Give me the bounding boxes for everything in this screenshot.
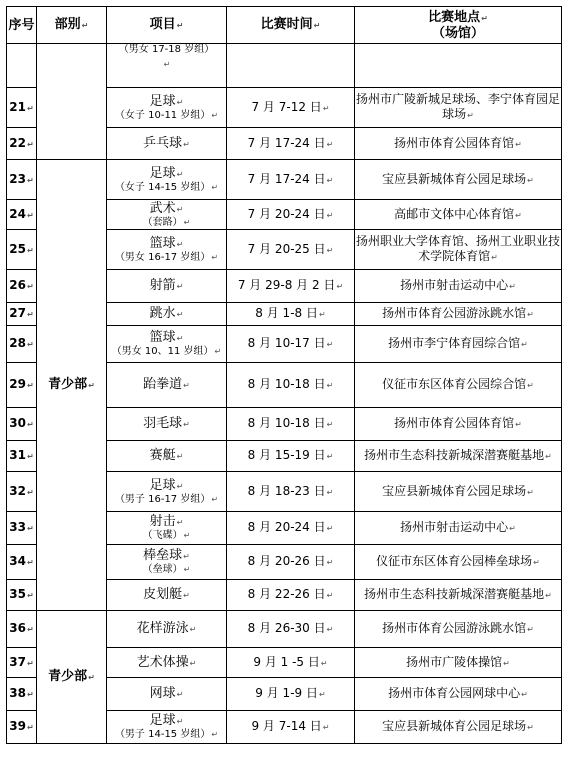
paragraph-mark: ↵ — [183, 420, 190, 429]
row-item — [107, 303, 227, 326]
paragraph-mark: ↵ — [320, 658, 328, 668]
row-venue — [355, 648, 562, 678]
item-subtitle: （套路）↵ — [142, 216, 191, 228]
paragraph-mark: ↵ — [27, 723, 34, 732]
row-item — [107, 441, 227, 472]
paragraph-mark: ↵ — [211, 494, 219, 504]
item-time: 8 月 20-24 日 — [247, 520, 326, 534]
row-number: 29 — [9, 377, 26, 391]
item-venue: 扬州职业大学体育馆、扬州工业职业技术学院体育馆 — [355, 234, 560, 263]
row-venue — [355, 441, 562, 472]
item-name: 棒垒球↵ — [143, 548, 190, 563]
header-venue: 比赛地点↵ （场馆） — [355, 7, 562, 44]
item-time: 7 月 17-24 日 — [247, 135, 326, 150]
row-no — [7, 441, 37, 472]
row-time — [227, 160, 355, 200]
item-name: 射击↵ — [149, 514, 184, 529]
row-no — [7, 678, 37, 711]
paragraph-mark: ↵ — [515, 139, 522, 149]
paragraph-mark: ↵ — [318, 690, 326, 699]
row-item — [107, 512, 227, 545]
item-time: 8 月 18-23 日 — [247, 483, 326, 498]
paragraph-mark: ↵ — [27, 310, 34, 319]
paragraph-mark: ↵ — [183, 565, 191, 574]
paragraph-mark: ↵ — [326, 524, 334, 533]
item-name: 足球↵ — [149, 477, 184, 493]
row-number: 25 — [9, 241, 26, 256]
row-number: 28 — [9, 336, 26, 350]
paragraph-mark: ↵ — [189, 625, 197, 634]
paragraph-mark: ↵ — [183, 591, 190, 600]
paragraph-mark: ↵ — [176, 481, 184, 491]
paragraph-mark: ↵ — [318, 310, 326, 319]
row-venue — [355, 270, 562, 303]
row-time — [227, 580, 355, 611]
row-no — [7, 270, 37, 303]
item-time: 8 月 10-18 日 — [247, 416, 326, 430]
paragraph-mark: ↵ — [521, 340, 528, 349]
item-venue: 宝应县新城体育公园足球场 — [382, 719, 527, 733]
item-name: 皮划艇↵ — [143, 587, 190, 602]
row-item — [107, 88, 227, 128]
row-item — [107, 326, 227, 363]
item-name: 羽毛球↵ — [143, 416, 190, 431]
paragraph-mark: ↵ — [27, 690, 34, 699]
row-time — [227, 711, 355, 744]
row-time — [227, 472, 355, 512]
table-row — [7, 160, 562, 200]
item-name: 跆拳道↵ — [143, 377, 190, 392]
row-number: 26 — [9, 278, 26, 292]
paragraph-mark: ↵ — [183, 381, 190, 390]
item-name: 足球↵ — [149, 93, 184, 109]
row-venue — [355, 711, 562, 744]
paragraph-mark: ↵ — [211, 110, 219, 120]
paragraph-mark: ↵ — [326, 487, 334, 497]
row-item — [107, 472, 227, 512]
row-time — [227, 88, 355, 128]
item-venue: 扬州市体育公园体育馆 — [394, 135, 515, 150]
item-time: 8 月 1-8 日 — [255, 306, 318, 320]
paragraph-mark: ↵ — [326, 452, 334, 461]
paragraph-mark: ↵ — [27, 487, 34, 497]
paragraph-mark: ↵ — [27, 282, 34, 291]
item-time: 8 月 15-19 日 — [247, 448, 326, 462]
paragraph-mark: ↵ — [183, 552, 190, 561]
row-number: 32 — [9, 483, 26, 498]
row-venue — [355, 44, 562, 88]
row-time — [227, 545, 355, 580]
item-venue: 扬州市射击运动中心 — [400, 520, 509, 534]
item-time: 7 月 20-25 日 — [247, 241, 326, 256]
row-no — [7, 303, 37, 326]
row-number: 34 — [9, 554, 26, 568]
paragraph-mark: ↵ — [545, 591, 552, 600]
paragraph-mark: ↵ — [527, 310, 534, 319]
item-subtitle: （女子 10-11 岁组）↵ — [114, 109, 219, 121]
paragraph-mark: ↵ — [163, 60, 171, 69]
dept-cell — [37, 611, 107, 744]
row-item — [107, 270, 227, 303]
row-time — [227, 326, 355, 363]
row-time — [227, 230, 355, 270]
row-venue — [355, 303, 562, 326]
row-time — [227, 512, 355, 545]
paragraph-mark: ↵ — [27, 103, 34, 113]
paragraph-mark: ↵ — [176, 690, 184, 699]
row-item — [107, 230, 227, 270]
row-no — [7, 160, 37, 200]
item-time: 8 月 20-26 日 — [247, 554, 326, 568]
item-time: 9 月 1 -5 日 — [253, 654, 320, 669]
row-item — [107, 678, 227, 711]
paragraph-mark: ↵ — [176, 334, 184, 343]
paragraph-mark: ↵ — [326, 625, 334, 634]
row-number: 23 — [9, 171, 26, 186]
paragraph-mark: ↵ — [27, 625, 34, 634]
paragraph-mark: ↵ — [176, 97, 184, 107]
item-venue: 扬州市广陵体操馆 — [406, 654, 503, 669]
item-name: 艺术体操↵ — [136, 654, 197, 670]
paragraph-mark: ↵ — [527, 175, 534, 185]
header-no: 序号 — [7, 7, 37, 44]
competition-schedule-table — [6, 6, 562, 744]
item-name: 花样游泳↵ — [136, 621, 197, 636]
row-no — [7, 611, 37, 648]
item-venue: 扬州市广陵新城足球场、李宁体育园足球场 — [355, 92, 560, 121]
row-number: 30 — [9, 416, 26, 430]
paragraph-mark: ↵ — [326, 139, 334, 149]
dept-cell — [37, 44, 107, 160]
paragraph-mark: ↵ — [467, 111, 474, 120]
item-name: 篮球↵ — [149, 330, 184, 345]
row-item — [107, 160, 227, 200]
row-item — [107, 648, 227, 678]
item-venue: 扬州市李宁体育园综合馆 — [388, 336, 521, 350]
row-number: 37 — [9, 654, 26, 669]
row-no — [7, 580, 37, 611]
paragraph-mark: ↵ — [176, 452, 184, 461]
row-item — [107, 545, 227, 580]
row-number: 35 — [9, 587, 26, 601]
row-time — [227, 128, 355, 160]
item-venue: 扬州市体育公园网球中心 — [388, 686, 521, 700]
paragraph-mark: ↵ — [326, 558, 334, 567]
row-no — [7, 200, 37, 230]
row-venue — [355, 326, 562, 363]
header-time: 比赛时间↵ — [227, 7, 355, 44]
row-time — [227, 611, 355, 648]
row-item — [107, 128, 227, 160]
paragraph-mark: ↵ — [515, 210, 522, 220]
row-no — [7, 648, 37, 678]
paragraph-mark: ↵ — [336, 282, 344, 291]
paragraph-mark: ↵ — [521, 690, 528, 699]
paragraph-mark: ↵ — [176, 282, 184, 291]
paragraph-mark: ↵ — [211, 182, 219, 192]
paragraph-mark: ↵ — [176, 169, 184, 179]
item-venue: 仪征市东区体育公园棒垒球场 — [376, 554, 533, 568]
row-item — [107, 363, 227, 408]
paragraph-mark: ↵ — [27, 420, 34, 429]
paragraph-mark: ↵ — [27, 175, 34, 185]
dept-label: 青少部 — [48, 377, 88, 392]
paragraph-mark: ↵ — [27, 139, 34, 149]
paragraph-mark: ↵ — [503, 658, 510, 668]
row-item — [107, 44, 227, 88]
paragraph-mark: ↵ — [527, 723, 534, 732]
item-subtitle: （男子 16-17 岁组）↵ — [114, 493, 219, 505]
row-no — [7, 512, 37, 545]
paragraph-mark: ↵ — [214, 347, 222, 356]
paragraph-mark: ↵ — [88, 673, 95, 682]
row-item — [107, 580, 227, 611]
paragraph-mark: ↵ — [176, 518, 184, 527]
row-number: 36 — [9, 621, 26, 635]
item-name: 篮球↵ — [149, 235, 184, 251]
paragraph-mark: ↵ — [527, 381, 534, 390]
row-venue — [355, 545, 562, 580]
row-venue — [355, 408, 562, 441]
item-venue: 高邮市文体中心体育馆 — [394, 206, 515, 221]
row-number: 31 — [9, 448, 26, 462]
paragraph-mark: ↵ — [322, 103, 330, 113]
paragraph-mark: ↵ — [27, 524, 34, 533]
paragraph-mark: ↵ — [183, 531, 191, 540]
item-venue: 宝应县新城体育公园足球场 — [382, 483, 527, 498]
row-no — [7, 363, 37, 408]
row-item — [107, 611, 227, 648]
paragraph-mark: ↵ — [515, 420, 522, 429]
header-row — [7, 7, 562, 44]
row-venue — [355, 678, 562, 711]
row-number: 21 — [9, 99, 26, 114]
dept-cell — [37, 160, 107, 611]
paragraph-mark: ↵ — [27, 340, 34, 349]
row-item — [107, 408, 227, 441]
paragraph-mark: ↵ — [183, 217, 191, 227]
item-venue: 扬州市体育公园体育馆 — [394, 416, 515, 430]
item-subtitle: （飞碟）↵ — [142, 530, 191, 541]
item-name: 赛艇↵ — [149, 448, 184, 463]
paragraph-mark: ↵ — [27, 658, 34, 668]
row-number: 22 — [9, 135, 26, 150]
item-time: 8 月 10-18 日 — [247, 377, 326, 391]
row-time — [227, 270, 355, 303]
row-no — [7, 545, 37, 580]
row-venue — [355, 200, 562, 230]
header-item: 项目↵ — [107, 7, 227, 44]
row-no — [7, 44, 37, 88]
item-venue: 扬州市生态科技新城深潜赛艇基地 — [364, 448, 545, 462]
header-dept: 部别↵ — [37, 7, 107, 44]
paragraph-mark: ↵ — [545, 452, 552, 461]
item-time: 7 月 20-24 日 — [247, 206, 326, 221]
paragraph-mark: ↵ — [27, 558, 34, 567]
item-name: 射箭↵ — [149, 278, 184, 293]
item-subtitle: （男子 14-15 岁组）↵ — [114, 729, 219, 740]
item-time: 7 月 7-12 日 — [251, 99, 322, 114]
paragraph-mark: ↵ — [326, 591, 334, 600]
row-no — [7, 408, 37, 441]
item-time: 9 月 1-9 日 — [255, 686, 318, 700]
item-time: 7 月 29-8 月 2 日 — [237, 278, 336, 292]
item-time: 8 月 22-26 日 — [247, 587, 326, 601]
row-venue — [355, 160, 562, 200]
item-time: 8 月 10-17 日 — [247, 336, 326, 350]
item-name: 武术↵ — [149, 200, 184, 216]
paragraph-mark: ↵ — [322, 723, 330, 732]
row-venue — [355, 611, 562, 648]
row-no — [7, 711, 37, 744]
paragraph-mark: ↵ — [27, 210, 34, 220]
row-time — [227, 441, 355, 472]
paragraph-mark: ↵ — [183, 139, 190, 149]
item-subtitle: （男女 10、11 岁组）↵ — [111, 346, 222, 357]
row-no — [7, 88, 37, 128]
item-venue: 扬州市射击运动中心 — [400, 278, 509, 292]
row-number: 24 — [9, 206, 26, 221]
row-number: 38 — [9, 686, 26, 700]
table-row — [7, 611, 562, 648]
item-venue: 仪征市东区体育公园综合馆 — [382, 377, 527, 391]
item-name: 乒乓球↵ — [143, 135, 190, 151]
paragraph-mark: ↵ — [27, 381, 34, 390]
paragraph-mark: ↵ — [326, 420, 334, 429]
paragraph-mark: ↵ — [326, 340, 334, 349]
paragraph-mark: ↵ — [27, 452, 34, 461]
paragraph-mark: ↵ — [27, 245, 34, 255]
paragraph-mark: ↵ — [326, 245, 334, 255]
paragraph-mark: ↵ — [326, 381, 334, 390]
row-venue — [355, 128, 562, 160]
item-name: 跳水↵ — [149, 306, 184, 321]
item-time: 7 月 17-24 日 — [247, 171, 326, 186]
paragraph-mark: ↵ — [176, 717, 184, 726]
row-number: 27 — [9, 306, 26, 320]
item-venue: 扬州市体育公园游泳跳水馆 — [382, 621, 527, 635]
row-time — [227, 678, 355, 711]
item-time: 9 月 7-14 日 — [251, 719, 322, 733]
row-no — [7, 326, 37, 363]
paragraph-mark: ↵ — [211, 252, 219, 262]
paragraph-mark: ↵ — [27, 591, 34, 600]
row-venue — [355, 88, 562, 128]
item-subtitle: （男女 17-18 岁组） — [118, 44, 215, 55]
paragraph-mark: ↵ — [491, 253, 498, 262]
row-time — [227, 200, 355, 230]
paragraph-mark: ↵ — [189, 658, 197, 668]
item-venue: 扬州市体育公园游泳跳水馆 — [382, 306, 527, 320]
item-subtitle: （女子 14-15 岁组）↵ — [114, 181, 219, 193]
row-time — [227, 648, 355, 678]
row-time — [227, 303, 355, 326]
table-row — [7, 44, 562, 88]
paragraph-mark: ↵ — [527, 625, 534, 634]
row-venue — [355, 512, 562, 545]
row-time — [227, 408, 355, 441]
row-no — [7, 230, 37, 270]
item-name: 足球↵ — [149, 713, 184, 728]
item-venue: 宝应县新城体育公园足球场 — [382, 171, 527, 186]
row-time — [227, 44, 355, 88]
row-venue — [355, 472, 562, 512]
paragraph-mark: ↵ — [88, 381, 95, 390]
paragraph-mark: ↵ — [176, 239, 184, 249]
item-name: 足球↵ — [149, 165, 184, 181]
dept-label: 青少部 — [48, 669, 88, 684]
row-item — [107, 711, 227, 744]
item-subtitle: （男女 16-17 岁组）↵ — [114, 251, 219, 263]
row-time — [227, 363, 355, 408]
row-number: 33 — [9, 520, 26, 534]
paragraph-mark: ↵ — [326, 210, 334, 220]
paragraph-mark: ↵ — [326, 175, 334, 185]
paragraph-mark: ↵ — [509, 282, 516, 291]
item-venue: 扬州市生态科技新城深潜赛艇基地 — [364, 587, 545, 601]
item-name: 网球↵ — [149, 686, 184, 701]
paragraph-mark: ↵ — [176, 310, 184, 319]
row-venue — [355, 580, 562, 611]
paragraph-mark: ↵ — [527, 487, 534, 497]
paragraph-mark: ↵ — [533, 558, 540, 567]
item-subtitle: （垒球）↵ — [142, 564, 191, 575]
paragraph-mark: ↵ — [509, 524, 516, 533]
row-item — [107, 200, 227, 230]
paragraph-mark: ↵ — [211, 730, 219, 739]
row-venue — [355, 363, 562, 408]
row-venue — [355, 230, 562, 270]
row-no — [7, 472, 37, 512]
paragraph-mark: ↵ — [176, 204, 184, 214]
item-time: 8 月 26-30 日 — [247, 621, 326, 635]
row-number: 39 — [9, 719, 26, 733]
row-no — [7, 128, 37, 160]
